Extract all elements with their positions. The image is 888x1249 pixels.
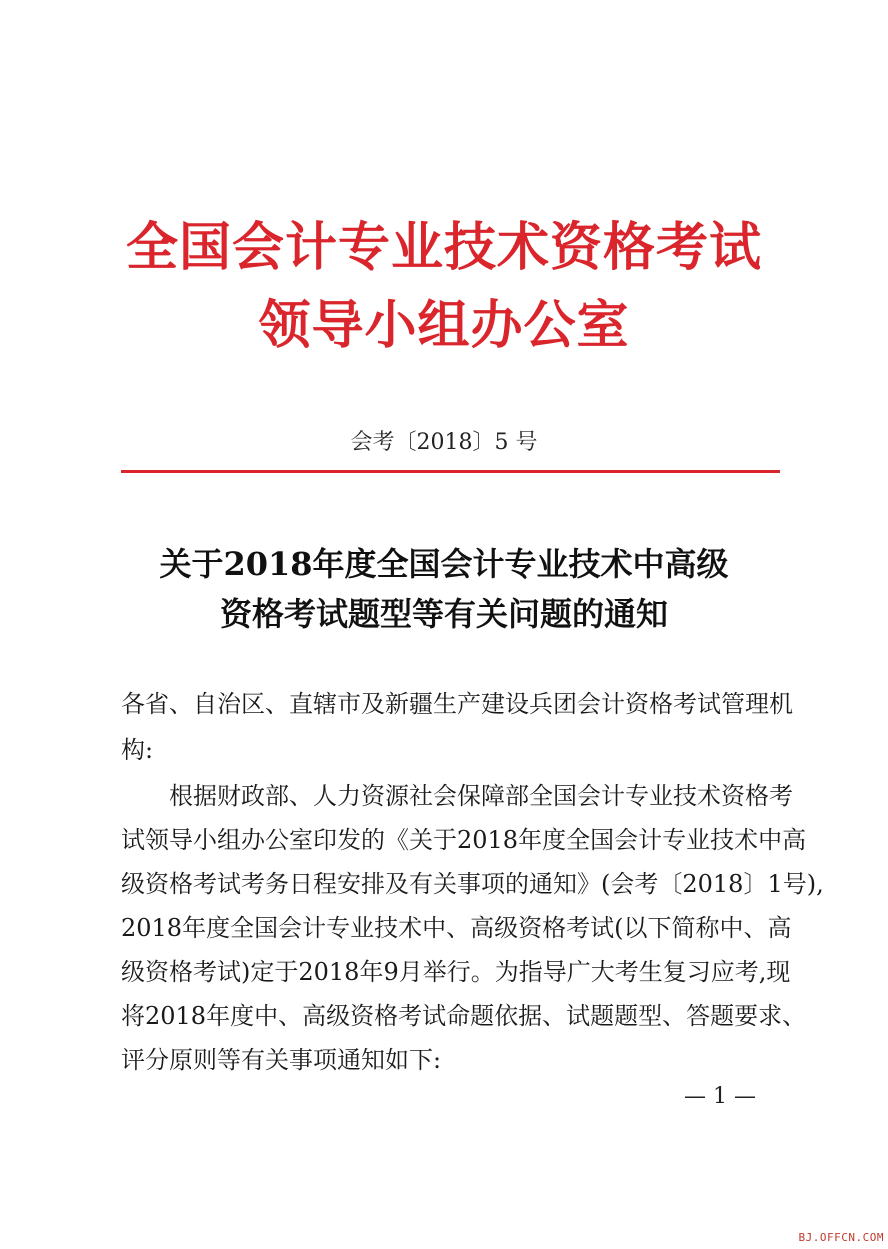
- body-line: 2018年度全国会计专业技术中、高级资格考试(以下简称中、高: [121, 914, 792, 942]
- body-line: 根据财政部、人力资源社会保障部全国会计专业技术资格考: [121, 782, 793, 810]
- body-line: 级资格考试考务日程安排及有关事项的通知》(会考〔2018〕1号),: [121, 870, 824, 898]
- body-line: 各省、自治区、直辖市及新疆生产建设兵团会计资格考试管理机: [121, 690, 793, 718]
- site-watermark: BJ.OFFCN.COM: [798, 1231, 884, 1244]
- body-line: 级资格考试)定于2018年9月举行。为指导广大考生复习应考,现: [121, 958, 791, 986]
- body-line: 将2018年度中、高级资格考试命题依据、试题题型、答题要求、: [121, 1002, 807, 1030]
- notice-title-line-1: 关于2018年度全国会计专业技术中高级: [159, 545, 729, 583]
- issuer-header-line-1: 全国会计专业技术资格考试: [125, 217, 762, 278]
- red-divider: [121, 470, 780, 473]
- issuer-header-line-2: 领导小组办公室: [258, 295, 630, 356]
- body-line: 评分原则等有关事项通知如下:: [121, 1046, 442, 1074]
- notice-title-line-2: 资格考试题型等有关问题的通知: [219, 595, 668, 633]
- page-number: — 1 —: [684, 1084, 756, 1109]
- document-number: 会考〔2018〕5 号: [350, 430, 538, 455]
- body-line: 构:: [121, 736, 154, 764]
- body-line: 试领导小组办公室印发的《关于2018年度全国会计专业技术中高: [121, 826, 807, 854]
